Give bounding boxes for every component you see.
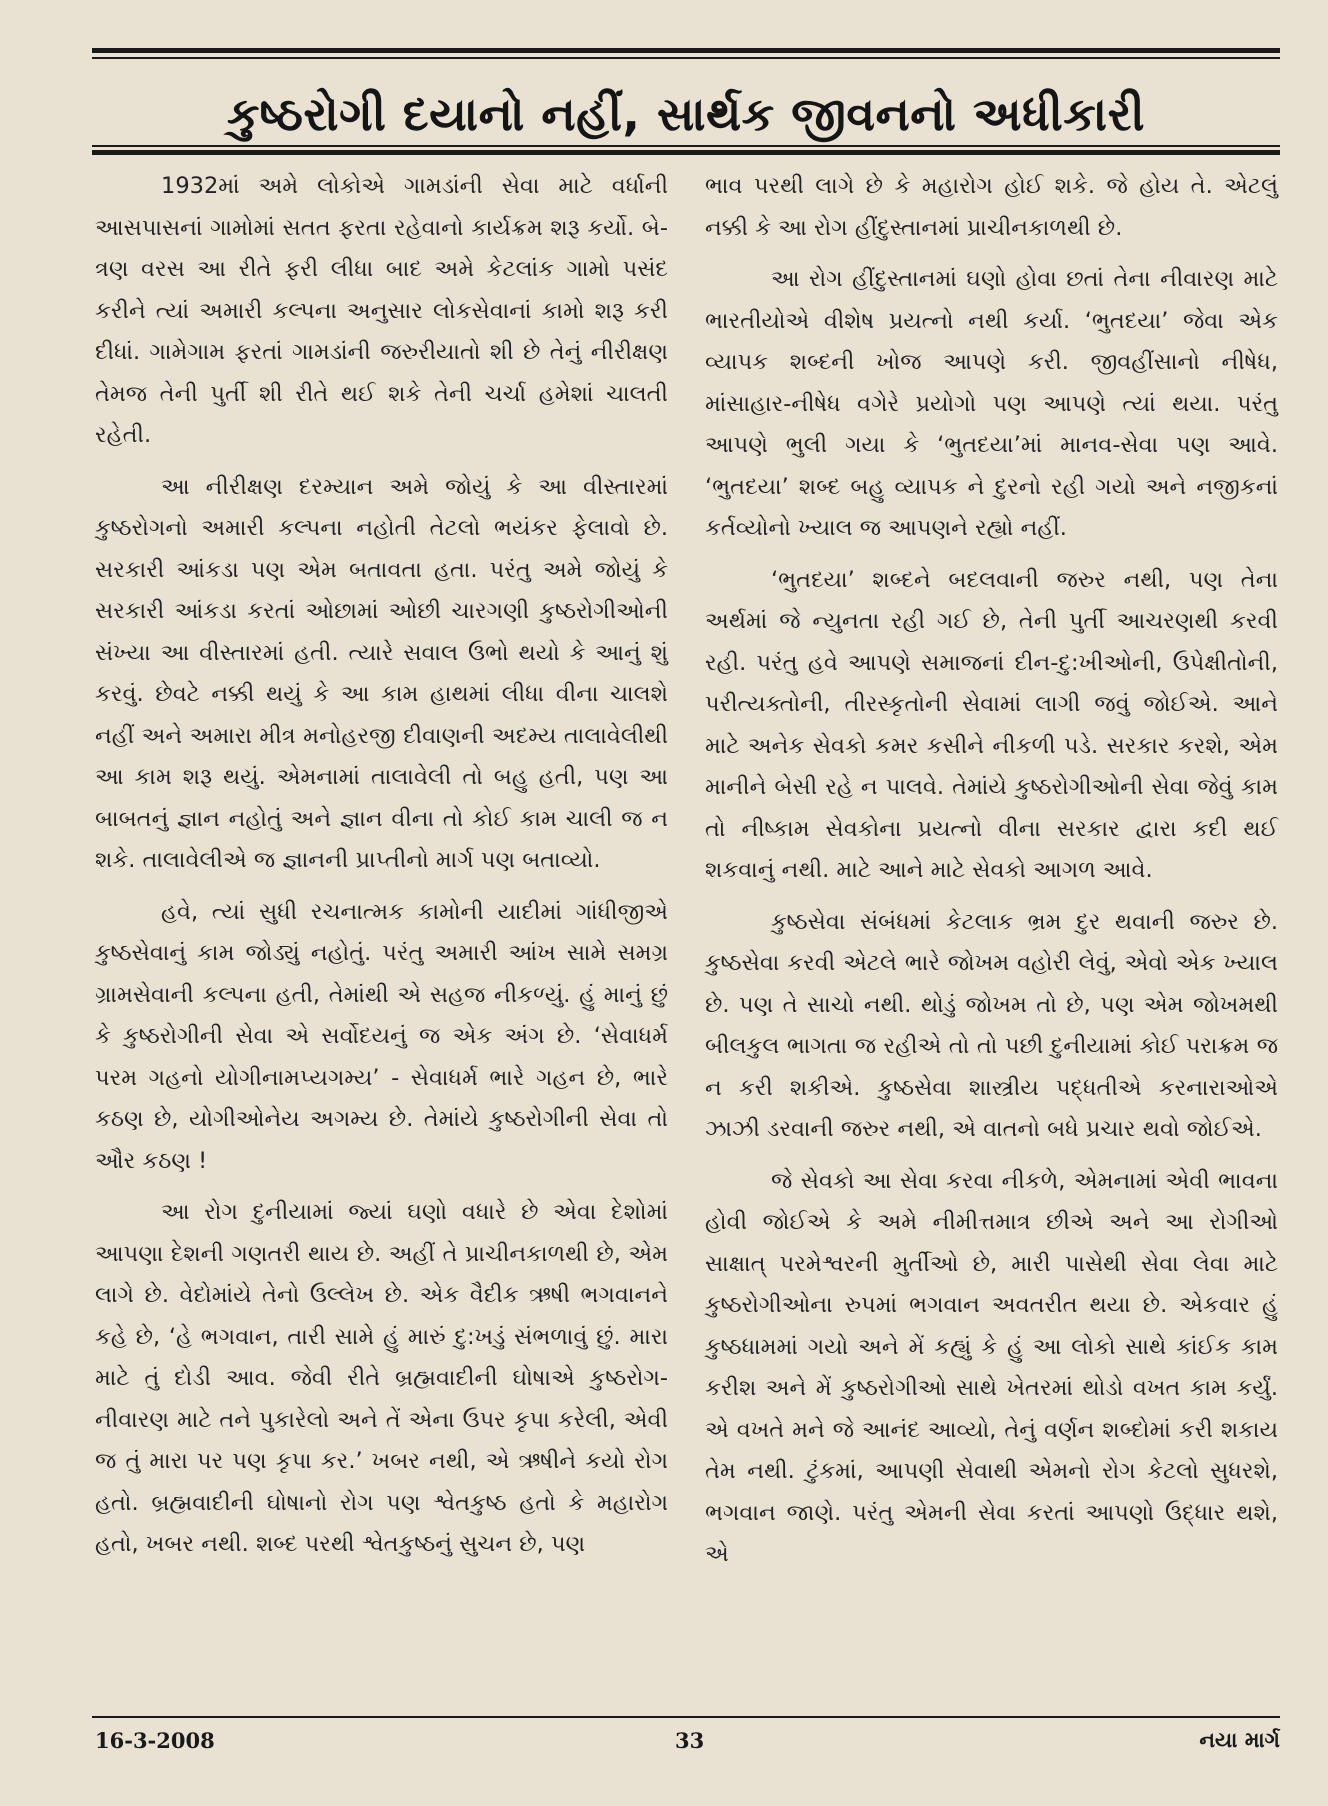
- page-number: 33: [675, 1728, 705, 1753]
- page-footer: [95, 1722, 1280, 1762]
- issue-date: 16-3-2008: [95, 1728, 215, 1753]
- header-rule-top: [92, 48, 1280, 53]
- header-rule-top-thin: [92, 57, 1280, 59]
- header-rule-bottom-thin: [92, 145, 1280, 147]
- paragraph-continued: ભાવ પરથી લાગે છે કે મહારોગ હોઈ શકે. જે હોય તે. એટલું નક્કી કે આ રોગ હીંદુસ્તાનમાં પ્રાચીનકાળથી છે.: [705, 173, 1278, 241]
- right-column: [705, 166, 1278, 1586]
- left-column: [95, 166, 668, 1576]
- paragraph: આ રોગ હીંદુસ્તાનમાં ઘણો હોવા છતાં તેના નીવારણ માટે ભારતીયોએ વીશેષ પ્રયત્નો નથી કર્યા. ‘ભુતદયા’ જેવા એક વ્યાપક શબ્દની ખોજ આપણે કરી. જીવહીંસાનો નીષેધ, માંસાહાર-નીષેધ વગેરે પ્રયોગો પણ આપણે ત્યાં થયા. પરંતુ આપણે ભુલી ગયા કે ‘ભુતદયા’માં માનવ-સેવા પણ આવે. ‘ભુતદયા’ શબ્દ બહુ વ્યાપક ને દુરનો રહી ગયો અને નજીકનાં કર્તવ્યોનો ખ્યાલ જ આપણને રહ્યો નહીં.: [705, 266, 1278, 541]
- paragraph: 1932માં અમે લોકોએ ગામડાંની સેવા માટે વર્ધાની આસપાસનાં ગામોમાં સતત ફરતા રહેવાનો કાર્યક્રમ શરૂ કર્યો. બે-ત્રણ વરસ આ રીતે ફરી લીધા બાદ અમે કેટલાંક ગામો પસંદ કરીને ત્યાં અમારી કલ્પના અનુસાર લોકસેવાનાં કામો શરૂ કરી દીધાં. ગામેગામ ફરતાં ગામડાંની જરુરીયાતો શી છે તેનું નીરીક્ષણ તેમજ તેની પુર્તી શી રીતે થઈ શકે તેની ચર્ચા હમેશાં ચાલતી રહેતી.: [95, 173, 668, 448]
- paragraph: હવે, ત્યાં સુધી રચનાત્મક કામોની યાદીમાં ગાંધીજીએ કુષ્ઠસેવાનું કામ જોડ્યું નહોતું. પરંતુ અમારી આંખ સામે સમગ્ર ગ્રામસેવાની કલ્પના હતી, તેમાંથી એ સહજ નીકળ્યું. હું માનું છું કે કુષ્ઠરોગીની સેવા એ સર્વોદયનું જ એક અંગ છે. ‘સેવાધર્મ પરમ ગહનો યોગીનામપ્યગમ્ય’ - સેવાધર્મ ભારે ગહન છે, ભારે કઠણ છે, યોગીઓનેય અગમ્ય છે. તેમાંયે કુષ્ઠરોગીની સેવા તો ઔર કઠણ !: [95, 898, 668, 1174]
- paragraph: કુષ્ઠસેવા સંબંધમાં કેટલાક ભ્રમ દુર થવાની જરુર છે. કુષ્ઠસેવા કરવી એટલે ભારે જોખમ વહોરી લેવું, એવો એક ખ્યાલ છે. પણ તે સાચો નથી. થોડું જોખમ તો છે, પણ એમ જોખમથી બીલકુલ ભાગતા જ રહીએ તો તો પછી દુનીયામાં કોઈ પરાક્રમ જ ન કરી શકીએ. કુષ્ઠસેવા શાસ્ત્રીય પદ્ધતીએ કરનારાઓએ ઝાઝી ડરવાની જરુર નથી, એ વાતનો બધે પ્રચાર થવો જોઈએ.: [705, 908, 1278, 1142]
- footer-rule: [92, 1716, 1280, 1718]
- paragraph: આ નીરીક્ષણ દરમ્યાન અમે જોયું કે આ વીસ્તારમાં કુષ્ઠરોગનો અમારી કલ્પના નહોતી તેટલો ભયંકર ફેલાવો છે. સરકારી આંકડા પણ એમ બતાવતા હતા. પરંતુ અમે જોયું કે સરકારી આંકડા કરતાં ઓછામાં ઓછી ચારગણી કુષ્ઠરોગીઓની સંખ્યા આ વીસ્તારમાં હતી. ત્યારે સવાલ ઉભો થયો કે આનું શું કરવું. છેવટે નક્કી થયું કે આ કામ હાથમાં લીધા વીના ચાલશે નહીં અને અમારા મીત્ર મનોહરજી દીવાણની અદમ્ય તાલાવેલીથી આ કામ શરૂ થયું. એમનામાં તાલાવેલી તો બહુ હતી, પણ આ બાબતનું જ્ઞાન નહોતું અને જ્ઞાન વીના તો કોઈ કામ ચાલી જ ન શકે. તાલાવેલીએ જ જ્ઞાનની પ્રાપ્તીનો માર્ગ પણ બતાવ્યો.: [95, 473, 668, 873]
- paragraph: ‘ભુતદયા’ શબ્દને બદલવાની જરુર નથી, પણ તેના અર્થમાં જે ન્યુનતા રહી ગઈ છે, તેની પુર્તી આચરણથી કરવી રહી. પરંતુ હવે આપણે સમાજનાં દીન-દુ:ખીઓની, ઉપેક્ષીતોની, પરીત્યક્તોની, તીરસ્કૃતોની સેવામાં લાગી જવું જોઈએ. આને માટે અનેક સેવકો કમર કસીને નીકળી પડે. સરકાર કરશે, એમ માનીને બેસી રહે ન પાલવે. તેમાંયે કુષ્ઠરોગીઓની સેવા જેવું કામ તો નીષ્કામ સેવકોના પ્રયત્નો વીના સરકાર દ્વારા કદી થઈ શકવાનું નથી. માટે આને માટે સેવકો આગળ આવે.: [705, 566, 1278, 883]
- magazine-name: નયા માર્ગ: [1199, 1728, 1280, 1752]
- article-headline: કુષ્ઠરોગી દયાનો નહીં, સાર્થક જીવનનો અધીકારી: [226, 87, 1146, 141]
- paragraph: જે સેવકો આ સેવા કરવા નીકળે, એમનામાં એવી ભાવના હોવી જોઈએ કે અમે નીમીત્તમાત્ર છીએ અને આ રોગીઓ સાક્ષાત્ પરમેશ્વરની મુર્તીઓ છે, મારી પાસેથી સેવા લેવા માટે કુષ્ઠરોગીઓના રુપમાં ભગવાન અવતરીત થયા છે. એકવાર હું કુષ્ઠધામમાં ગયો અને મેં કહ્યું કે હું આ લોકો સાથે કાંઈક કામ કરીશ અને મેં કુષ્ઠરોગીઓ સાથે ખેતરમાં થોડો વખત કામ કર્યું. એ વખતે મને જે આનંદ આવ્યો, તેનું વર્ણન શબ્દોમાં કરી શકાય તેમ નથી. ટુંકમાં, આપણી સેવાથી એમનો રોગ કેટલો સુધરશે, ભગવાન જાણે. પરંતુ એમની સેવા કરતાં આપણો ઉદ્ધાર થશે, એ: [705, 1167, 1278, 1567]
- header-rule-bottom: [92, 150, 1280, 155]
- paragraph: આ રોગ દુનીયામાં જ્યાં ઘણો વધારે છે એવા દેશોમાં આપણા દેશની ગણતરી થાય છે. અહીં તે પ્રાચીનકાળથી છે, એમ લાગે છે. વેદોમાંયે તેનો ઉલ્લેખ છે. એક વૈદીક ઋષી ભગવાનને કહે છે, ‘હે ભગવાન, તારી સામે હું મારું દુ:ખડું સંભળાવું છું. મારા માટે તું દોડી આવ. જેવી રીતે બ્રહ્મવાદીની ઘોષાએ કુષ્ઠરોગ-નીવારણ માટે તને પુકારેલો અને તેં એના ઉપર કૃપા કરેલી, એવી જ તું મારા પર પણ કૃપા કર.’ ખબર નથી, એ ઋષીને કયો રોગ હતો. બ્રહ્મવાદીની ઘોષાનો રોગ પણ શ્વેતકુષ્ઠ હતો કે મહારોગ હતો, ખબર નથી. શબ્દ પરથી શ્વેતકુષ્ઠનું સુચન છે, પણ: [95, 1199, 668, 1557]
